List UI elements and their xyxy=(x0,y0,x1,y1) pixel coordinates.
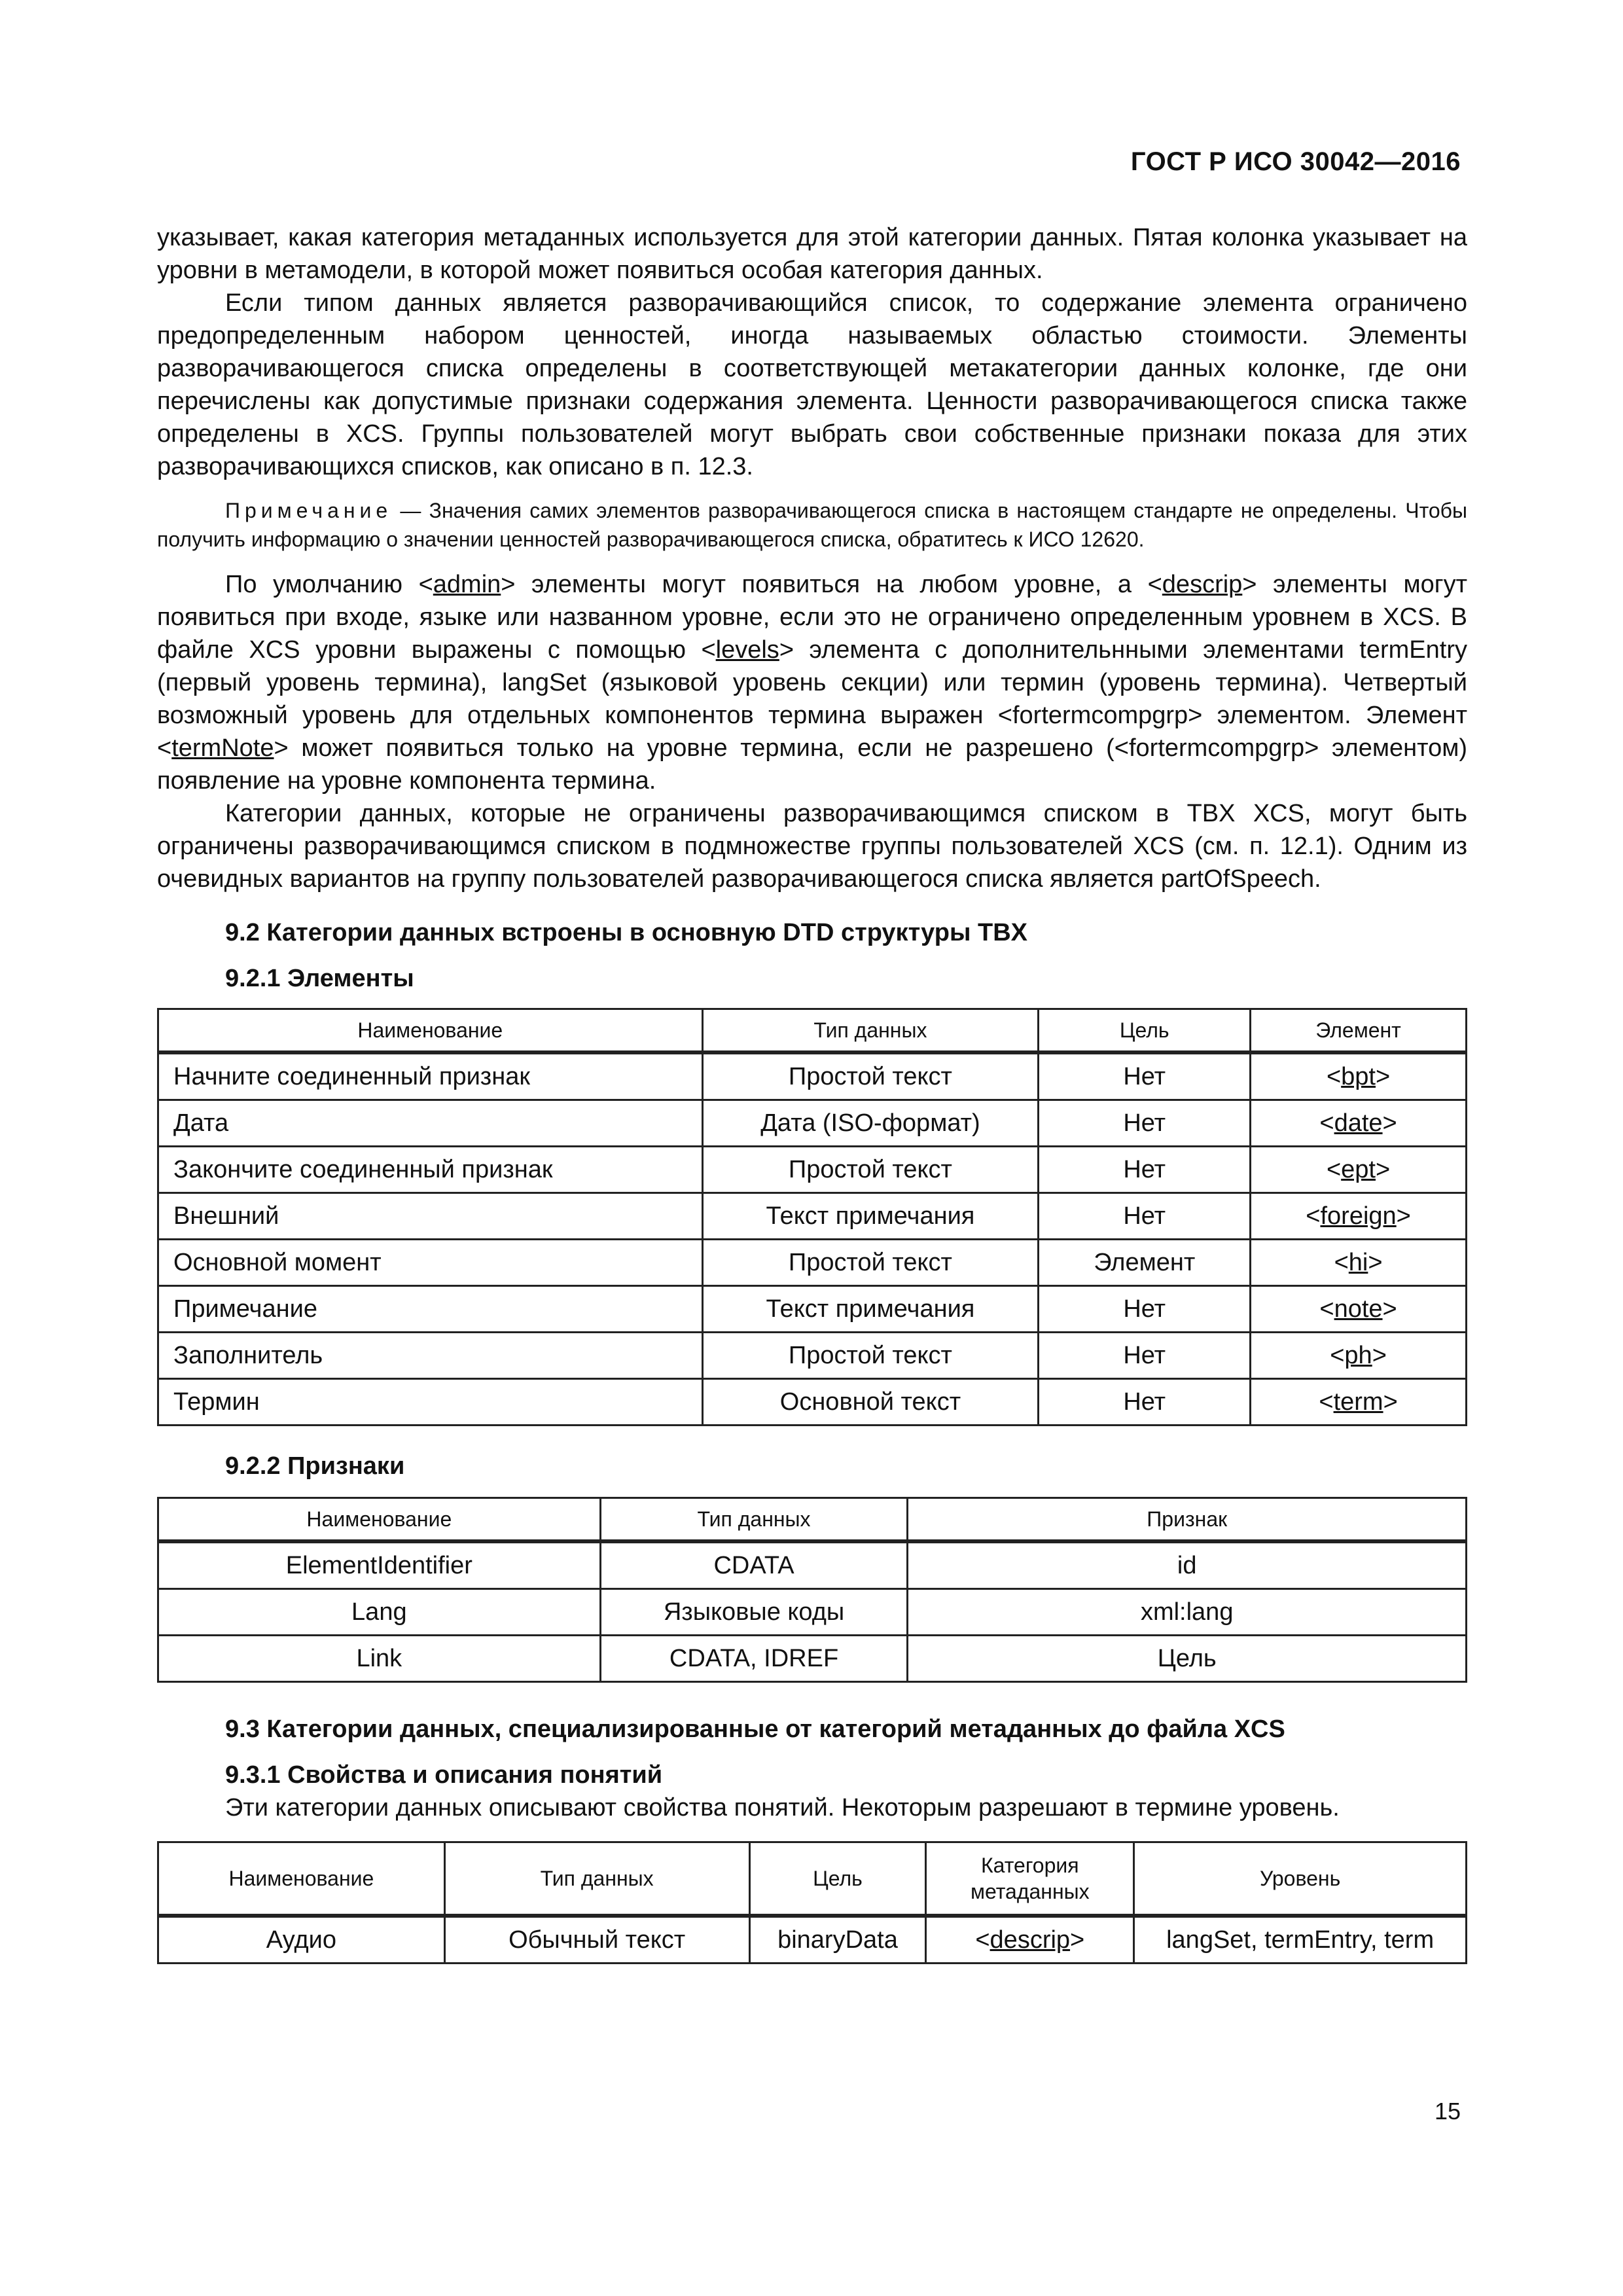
column-header: Тип данных xyxy=(600,1498,908,1542)
element-termnote: termNote xyxy=(171,734,274,762)
cell-element: <term> xyxy=(1251,1379,1467,1426)
cell-attribute: id xyxy=(908,1541,1467,1589)
table-row xyxy=(158,1636,1467,1682)
elements-table xyxy=(157,1008,1467,1426)
cell-element: <ept> xyxy=(1251,1147,1467,1193)
cell-name: Lang xyxy=(158,1589,601,1636)
table-row xyxy=(158,1541,1467,1589)
cell-name: Дата xyxy=(158,1100,703,1147)
text-run: По умолчанию < xyxy=(225,571,433,598)
cell-element: <hi> xyxy=(1251,1240,1467,1286)
cell-target: Нет xyxy=(1039,1193,1251,1240)
note xyxy=(157,496,1467,554)
cell-element: <foreign> xyxy=(1251,1193,1467,1240)
column-header: Категория метаданных xyxy=(926,1842,1134,1916)
element-levels: levels xyxy=(715,636,779,664)
element-tag: ph xyxy=(1344,1341,1372,1369)
cell-type: Основной текст xyxy=(702,1379,1039,1426)
table-row xyxy=(158,1916,1467,1964)
concepts-table xyxy=(157,1841,1467,1964)
element-tag: foreign xyxy=(1320,1202,1397,1230)
cell-name: Начните соединенный признак xyxy=(158,1052,703,1100)
cell-name: Закончите соединенный признак xyxy=(158,1147,703,1193)
subsection-heading: 9.3.1 Свойства и описания понятий xyxy=(225,1761,663,1789)
element-descrip: descrip xyxy=(1162,571,1243,598)
cell-element: <bpt> xyxy=(1251,1052,1467,1100)
table-row xyxy=(158,1100,1467,1147)
cell-element: <ph> xyxy=(1251,1333,1467,1379)
element-tag: hi xyxy=(1348,1248,1368,1276)
table-row xyxy=(158,1240,1467,1286)
element-tag: note xyxy=(1334,1295,1383,1323)
cell-target: Нет xyxy=(1039,1100,1251,1147)
cell-type: Языковые коды xyxy=(600,1589,908,1636)
element-admin: admin xyxy=(433,571,501,598)
cell-target: Нет xyxy=(1039,1052,1251,1100)
paragraph: Эти категории данных описывают свойства понятий. Некоторым разрешают в термине уровень. xyxy=(225,1794,1340,1821)
cell-target: Нет xyxy=(1039,1147,1251,1193)
page-content xyxy=(157,221,1467,1964)
cell-type: Текст примечания xyxy=(702,1193,1039,1240)
paragraph: указывает, какая категория метаданных используется для этой категории данных. Пятая колонка указывает на уровни в метамодели, в которой может появиться особая категория данных. xyxy=(157,224,1467,284)
column-header: Уровень xyxy=(1134,1842,1467,1916)
attributes-table xyxy=(157,1497,1467,1683)
column-header: Цель xyxy=(749,1842,926,1916)
page-number: 15 xyxy=(1434,2098,1461,2125)
cell-name: Заполнитель xyxy=(158,1333,703,1379)
element-tag: term xyxy=(1333,1388,1383,1416)
document-header: ГОСТ Р ИСО 30042—2016 xyxy=(1130,147,1461,176)
cell-attribute: Цель xyxy=(908,1636,1467,1682)
cell-element: <note> xyxy=(1251,1286,1467,1333)
cell-name: Внешний xyxy=(158,1193,703,1240)
element-tag: date xyxy=(1334,1109,1383,1137)
cell-target: Нет xyxy=(1039,1379,1251,1426)
cell-attribute: xml:lang xyxy=(908,1589,1467,1636)
section-heading: 9.3 Категории данных, специализированные от категорий метаданных до файла XCS xyxy=(225,1715,1285,1743)
element-tag: bpt xyxy=(1341,1062,1376,1090)
cell-target: binaryData xyxy=(749,1916,926,1964)
cell-name: Аудио xyxy=(158,1916,445,1964)
cell-type: Простой текст xyxy=(702,1240,1039,1286)
column-header: Цель xyxy=(1039,1009,1251,1053)
cell-name: Примечание xyxy=(158,1286,703,1333)
cell-type: CDATA xyxy=(600,1541,908,1589)
cell-name: Link xyxy=(158,1636,601,1682)
column-header: Элемент xyxy=(1251,1009,1467,1053)
cell-type: Простой текст xyxy=(702,1333,1039,1379)
cell-target: Нет xyxy=(1039,1286,1251,1333)
table-row xyxy=(158,1052,1467,1100)
subsection-heading: 9.2.1 Элементы xyxy=(225,965,414,992)
table-row xyxy=(158,1286,1467,1333)
cell-type: Простой текст xyxy=(702,1147,1039,1193)
table-row xyxy=(158,1147,1467,1193)
cell-level: langSet, termEntry, term xyxy=(1134,1916,1467,1964)
cell-metadata-category: <descrip> xyxy=(926,1916,1134,1964)
cell-type: Обычный текст xyxy=(444,1916,749,1964)
section-heading: 9.2 Категории данных встроены в основную DTD структуры TBX xyxy=(225,919,1027,946)
column-header: Признак xyxy=(908,1498,1467,1542)
column-header: Наименование xyxy=(158,1009,703,1053)
table-row xyxy=(158,1379,1467,1426)
note-label: Примечание xyxy=(225,499,393,522)
cell-target: Элемент xyxy=(1039,1240,1251,1286)
cell-name: ElementIdentifier xyxy=(158,1541,601,1589)
text-run: > может появиться только на уровне термина, если не разрешено (<fortermcompgrp> элементом) появление на уровне компонента термина. xyxy=(157,734,1467,795)
cell-type: Текст примечания xyxy=(702,1286,1039,1333)
table-row xyxy=(158,1333,1467,1379)
element-tag: descrip xyxy=(990,1926,1071,1954)
cell-type: Дата (ISO-формат) xyxy=(702,1100,1039,1147)
cell-name: Основной момент xyxy=(158,1240,703,1286)
paragraph xyxy=(157,568,1467,797)
paragraph: Категории данных, которые не ограничены разворачивающимся списком в TBX XCS, могут быть ограничены разворачивающимся списком в подмножестве группы пользователей XCS (см. п. 12.1). Одним из очевидных вариантов на группу пользователей разворачивающегося списка является partOfSpeech. xyxy=(157,800,1467,893)
cell-name: Термин xyxy=(158,1379,703,1426)
paragraph: Если типом данных является разворачивающийся список, то содержание элемента ограничено предопределенным набором ценностей, иногда называемых областью стоимости. Элементы разворачивающегося списка определены в соответствующей метакатегории данных колонке, где они перечислены как допустимые признаки содержания элемента. Ценности разворачивающегося списка также определены в XCS. Группы пользователей могут выбрать свои собственные признаки показа для этих разворачивающихся списков, как описано в п. 12.3. xyxy=(157,289,1467,480)
cell-element: <date> xyxy=(1251,1100,1467,1147)
text-run: > элементы могут появиться при входе, языке или названном уровне, если это не ограничено определенным уровнем в XCS. В файле XCS уровни выражены с помощью < xyxy=(157,571,1467,664)
table-row xyxy=(158,1589,1467,1636)
column-header: Наименование xyxy=(158,1842,445,1916)
element-tag: ept xyxy=(1341,1155,1376,1183)
text-run: > элементы могут появиться на любом уровне, а < xyxy=(501,571,1162,598)
cell-type: CDATA, IDREF xyxy=(600,1636,908,1682)
column-header: Наименование xyxy=(158,1498,601,1542)
table-row xyxy=(158,1193,1467,1240)
column-header: Тип данных xyxy=(702,1009,1039,1053)
column-header: Тип данных xyxy=(444,1842,749,1916)
cell-target: Нет xyxy=(1039,1333,1251,1379)
cell-type: Простой текст xyxy=(702,1052,1039,1100)
subsection-heading: 9.2.2 Признаки xyxy=(225,1452,405,1480)
text-run: > элемента с дополнительнными элементами termEntry (первый уровень термина), langSet (языковой уровень секции) или термин (уровень термина). Четвертый возможный уровень для отдельных компонентов термина выражен <fortermcompgrp> элементом. Элемент < xyxy=(157,636,1467,762)
note-text: — Значения самих элементов разворачивающегося списка в настоящем стандарте не определены. Чтобы получить информацию о значении ценностей разворачивающегося списка, обратитесь к ИСО 12620. xyxy=(157,499,1467,551)
